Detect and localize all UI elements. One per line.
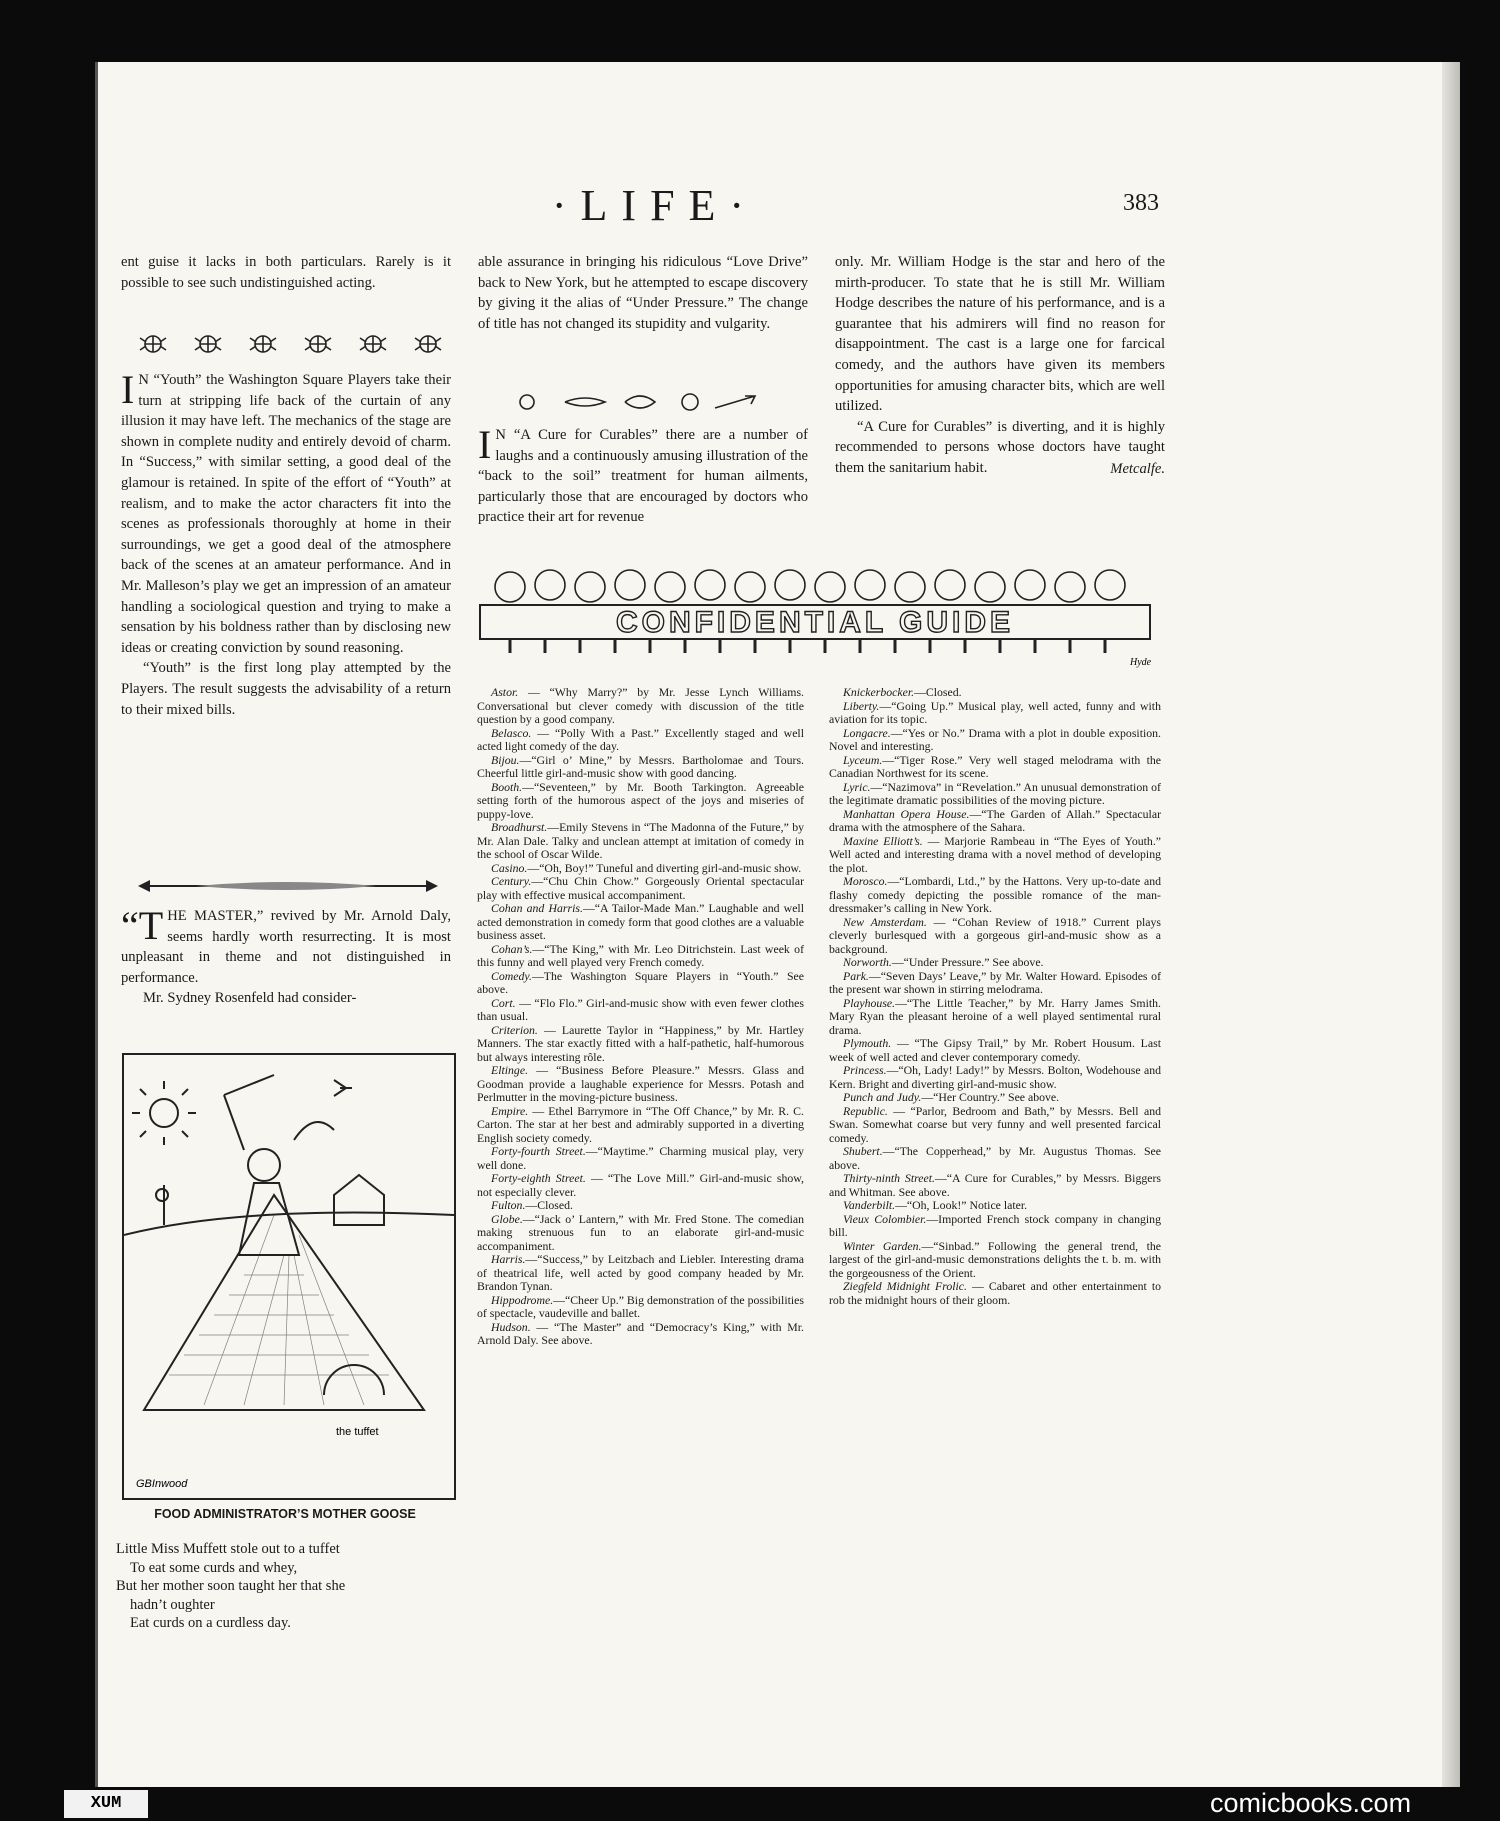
- guide-entry: [829, 1280, 1161, 1307]
- tuffet-label: the tuffet: [336, 1426, 379, 1438]
- guide-entry: [829, 754, 1161, 781]
- flower-icon: [415, 336, 441, 352]
- paragraph: “A Cure for Curables” is diverting, and it is highly recommended to persons whose doctors have taught them the sanitarium habit.: [835, 418, 1165, 476]
- guide-entry: [829, 686, 1161, 700]
- entry-description: —“Oh, Lady! Lady!” by Messrs. Bolton, Wodehouse and Kern. Bright and diverting girl-and-music show.: [829, 1063, 1161, 1091]
- theatre-name: Globe.: [491, 1211, 523, 1226]
- entry-description: — “Parlor, Bedroom and Bath,” by Messrs. Bell and Swan. Somewhat coarse but very funny and well presented farcical comedy.: [829, 1103, 1161, 1145]
- entry-description: —“Jack o’ Lantern,” with Mr. Fred Stone. The comedian making strenuous fun to an elaborate girl-and-music accompaniment.: [477, 1211, 804, 1253]
- page-number: 383: [1123, 190, 1159, 216]
- theatre-name: Harris.: [491, 1252, 526, 1266]
- theatre-name: Empire.: [491, 1103, 529, 1118]
- guide-entry: [477, 1105, 804, 1146]
- entry-description: —“Chu Chin Chow.” Gorgeously Oriental spectacular play with effective musical accompaniment.: [477, 874, 804, 902]
- guide-entry: [829, 1213, 1161, 1240]
- guide-entry: [477, 781, 804, 822]
- theatre-name: Maxine Elliott’s.: [843, 833, 923, 848]
- guide-entry: [477, 943, 804, 970]
- guide-entry: [829, 700, 1161, 727]
- column-3: [835, 252, 1165, 479]
- entry-description: —“Lombardi, Ltd.,” by the Hattons. Very up-to-date and flashy comedy depicting the possible romance of the man-dressmaker’s calling in New York.: [829, 874, 1161, 915]
- entry-description: —“Yes or No.” Drama with a plot in double exposition. Novel and interesting.: [829, 725, 1161, 753]
- carrot-icon: [715, 396, 755, 408]
- confidential-guide-banner: [470, 565, 1160, 675]
- cabbage-icon: [682, 394, 698, 410]
- flower-icon: [305, 336, 331, 352]
- guide-entry: [477, 1024, 804, 1065]
- theatre-name: Hudson.: [491, 1319, 531, 1334]
- guide-column-right: [829, 686, 1161, 1307]
- theatre-name: Lyceum.: [843, 752, 883, 767]
- tuffet-mound: [144, 1195, 424, 1410]
- guide-entry: [829, 1091, 1161, 1105]
- guide-entry: [477, 1213, 804, 1254]
- guide-entry: [829, 1240, 1161, 1281]
- paragraph: only. Mr. William Hodge is the star and hero of the mirth-producer. To state that he is still Mr. William Hodge describes the nature of his performance, and is a guarantee that his admirers will find no reason for disappointment. The cast is a large one for farcical comedy, and the authors have given its members opportunities for amusing character bits, which are well utilized.: [835, 254, 1165, 415]
- theatre-name: Knickerbocker.: [843, 685, 915, 699]
- theatre-name: Ziegfeld Midnight Frolic.: [843, 1279, 967, 1293]
- guide-entry: [477, 1064, 804, 1105]
- guide-entry: [477, 754, 804, 781]
- flower-icon: [360, 336, 386, 352]
- banner-art: [470, 565, 1160, 675]
- theatre-name: Republic.: [843, 1103, 888, 1118]
- entry-description: — “Polly With a Past.” Excellently staged and well acted light comedy of the day.: [477, 725, 804, 753]
- theatre-name: Thirty-ninth Street.: [843, 1171, 935, 1185]
- theatre-name: Shubert.: [843, 1144, 883, 1158]
- guide-entry: [477, 1253, 804, 1294]
- sun-icon: [150, 1099, 178, 1127]
- archive-tag: XUM: [64, 1790, 148, 1818]
- banner-artist: Hyde: [1130, 657, 1152, 668]
- theatre-name: Forty-fourth Street.: [491, 1144, 586, 1158]
- page-right-edge: [1442, 62, 1460, 1787]
- guide-entry: [829, 875, 1161, 916]
- banner-title: CONFIDENTIAL GUIDE: [615, 606, 1015, 639]
- theatre-name: Norworth.: [843, 955, 892, 969]
- carrot-icon: [565, 398, 605, 406]
- entry-description: —“Cheer Up.” Big demonstration of the possibilities of spectacle, vaudeville and ballet.: [477, 1292, 804, 1320]
- entry-description: —“The Little Teacher,” by Mr. Harry James Smith. Mary Ryan the pleasant heroine of a well played sentimental rural drama.: [829, 995, 1161, 1037]
- guide-entry: [829, 916, 1161, 957]
- entry-description: —Emily Stevens in “The Madonna of the Future,” by Mr. Alan Dale. Talky and unclean attempt at imitation of comedy in the school of Oscar Wilde.: [477, 820, 804, 861]
- entry-description: — “The Gipsy Trail,” by Mr. Robert Housum. Last week of well acted and clever contemporary comedy.: [829, 1036, 1161, 1064]
- entry-description: — “Business Before Pleasure.” Messrs. Glass and Goodman provide a laughable experience for Messrs. Potash and Perlmutter in the moving-picture business.: [477, 1063, 804, 1104]
- theatre-name: Plymouth.: [843, 1036, 892, 1050]
- entry-description: —“Seven Days’ Leave,” by Mr. Walter Howard. Episodes of the present war shown in stirring melodrama.: [829, 968, 1161, 996]
- guide-entry: [477, 821, 804, 862]
- guide-entry: [829, 781, 1161, 808]
- watermark: comicbooks.com: [1210, 1788, 1412, 1818]
- entry-description: —“Nazimova” in “Revelation.” An unusual demonstration of the legitimate dramatic possibilities of the moving picture.: [829, 779, 1161, 807]
- guide-entry: [829, 1199, 1161, 1213]
- quill-divider: [136, 878, 440, 894]
- theatre-name: Park.: [843, 968, 869, 983]
- theatre-name: Cohan and Harris.: [491, 901, 583, 915]
- entry-description: — “Why Marry?” by Mr. Jesse Lynch Williams. Conversational but clever comedy with discussion of the title question by a good company.: [477, 685, 804, 726]
- theatre-name: Winter Garden.: [843, 1238, 922, 1253]
- paragraph: able assurance in bringing his ridiculous “Love Drive” back to New York, but he attempted to escape discovery by giving it the alias of “Under Pressure.” The change of title has not changed its stupidity and vulgarity.: [478, 254, 808, 332]
- guide-entry: [477, 1321, 804, 1348]
- guide-column-left: [477, 686, 804, 1348]
- flower-icon: [140, 336, 166, 352]
- entry-description: —“The Copperhead,” by Mr. Augustus Thomas. See above.: [829, 1144, 1161, 1172]
- guide-entry: [829, 970, 1161, 997]
- entry-description: —“Under Pressure.” See above.: [891, 955, 1044, 969]
- caption-title: FOOD ADMINISTRATOR’S MOTHER GOOSE: [154, 1507, 416, 1521]
- guide-entry: [829, 956, 1161, 970]
- theatre-name: Booth.: [491, 779, 523, 794]
- paragraph: “Youth” is the first long play attempted by the Players. The result suggests the advisability of a return to their mixed bills.: [121, 660, 451, 718]
- entry-description: —“Maytime.” Charming musical play, very well done.: [477, 1144, 804, 1172]
- theatre-name: Century.: [491, 874, 532, 888]
- master-review: [121, 903, 451, 1009]
- artist-signature: GBInwood: [136, 1478, 188, 1490]
- fly-icon: [334, 1080, 352, 1096]
- guide-entry: [477, 1199, 804, 1213]
- theatre-name: Cort.: [491, 995, 516, 1010]
- column-2: [478, 252, 808, 334]
- entry-description: — Ethel Barrymore in “The Off Chance,” by Mr. R. C. Carton. The star at her best and admirably supported in a diverting English society comedy.: [477, 1103, 804, 1145]
- entry-description: —“Girl o’ Mine,” by Messrs. Bartholomae and Tours. Cheerful little girl-and-music show with good dancing.: [477, 752, 804, 780]
- theatre-name: New Amsterdam.: [843, 914, 927, 929]
- theatre-name: Forty-eighth Street.: [491, 1171, 586, 1185]
- onion-icon: [520, 395, 534, 409]
- entry-description: — “Cohan Review of 1918.” Current plays cleverly burlesqued with a gorgeous girl-and-music show as a background.: [829, 914, 1161, 956]
- entry-description: —“The King,” with Mr. Leo Ditrichstein. Last week of this funny and well played very French comedy.: [477, 941, 804, 969]
- entry-description: —The Washington Square Players in “Youth.” See above.: [477, 968, 804, 996]
- theatre-name: Eltinge.: [491, 1063, 529, 1077]
- drop-cap: I: [478, 422, 492, 467]
- house-icon: [334, 1175, 384, 1225]
- guide-entry: [829, 1037, 1161, 1064]
- masthead: ·LIFE·: [551, 181, 759, 230]
- entry-description: —“Tiger Rose.” Very well staged melodrama with the Canadian Northwest for its scene.: [829, 752, 1161, 780]
- drop-cap: “T: [121, 903, 164, 948]
- cartoon-drawing: [124, 1055, 454, 1498]
- theatre-name: Casino.: [491, 860, 528, 875]
- drop-cap: I: [121, 367, 135, 412]
- theatre-name: Belasco.: [491, 725, 532, 740]
- entry-description: — Laurette Taylor in “Happiness,” by Mr. Hartley Manners. The star exactly fitted with a half-pathetic, half-humorous but always interesting rôle.: [477, 1022, 804, 1064]
- theatre-name: Fulton.: [491, 1198, 526, 1212]
- entry-description: —“Success,” by Leitzbach and Liebler. Interesting drama of theatrical life, well acted by good company headed by Mr. Brandon Tynan.: [477, 1252, 804, 1293]
- theatre-name: Liberty.: [843, 698, 880, 713]
- entry-description: — “The Love Mill.” Girl-and-music show, not especially clever.: [477, 1171, 804, 1199]
- guide-entry: [477, 1172, 804, 1199]
- guide-entry: [477, 875, 804, 902]
- guide-entry: [477, 862, 804, 876]
- theatre-name: Longacre.: [843, 725, 891, 740]
- guide-entry: [829, 1145, 1161, 1172]
- guide-entry: [829, 835, 1161, 876]
- entry-description: —Imported French stock company in changing bill.: [829, 1211, 1161, 1239]
- poem-line: hadn’t oughter: [130, 1596, 215, 1613]
- entry-description: —Closed.: [914, 685, 962, 699]
- paragraph: ent guise it lacks in both particulars. Rarely is it possible to see such undistinguished acting.: [121, 254, 451, 291]
- entry-description: —“A Tailor-Made Man.” Laughable and well acted demonstration in comedy form that good clothes are a valuable business asset.: [477, 901, 804, 942]
- vegetable-ornament-row: [515, 390, 775, 414]
- entry-description: — “The Master” and “Democracy’s King,” with Mr. Arnold Daly. See above.: [477, 1319, 804, 1347]
- entry-description: — Cabaret and other entertainment to rob the midnight hours of their gloom.: [829, 1279, 1162, 1307]
- theatre-name: Vanderbilt.: [843, 1198, 896, 1212]
- guide-entry: [829, 1172, 1161, 1199]
- poem-line: To eat some curds and whey,: [130, 1559, 298, 1576]
- theatre-name: Cohan’s.: [491, 941, 533, 956]
- theatre-name: Comedy.: [491, 968, 532, 983]
- entry-description: —“Oh, Boy!” Tuneful and diverting girl-and-music show.: [527, 860, 802, 875]
- entry-description: —“The Garden of Allah.” Spectacular drama with the atmosphere of the Sahara.: [829, 806, 1161, 834]
- flower-icon: [250, 336, 276, 352]
- theatre-name: Criterion.: [491, 1022, 538, 1037]
- guide-entry: [477, 1294, 804, 1321]
- theatre-name: Punch and Judy.: [843, 1090, 922, 1104]
- theatre-name: Princess.: [843, 1063, 887, 1077]
- entry-description: —Closed.: [525, 1198, 573, 1212]
- theatre-name: Lyric.: [843, 779, 871, 794]
- paragraph: HE MASTER,” revived by Mr. Arnold Daly, seems hardly worth resurrecting. It is most unpleasant in theme and not distinguished in performance.: [121, 908, 451, 986]
- entry-description: —“Her Country.” See above.: [921, 1090, 1060, 1104]
- theatre-name: Hippodrome.: [491, 1292, 554, 1307]
- paragraph: Mr. Sydney Rosenfeld had consider-: [143, 990, 357, 1007]
- raised-spoon: [224, 1075, 274, 1150]
- guide-entry: [477, 727, 804, 754]
- paragraph: N “A Cure for Curables” there are a number of laughs and a continuously amusing illustration of the “back to the soil” treatment for human ailments, particularly those that are encouraged by doctors who practice their art for revenue: [478, 427, 808, 526]
- poem-line: Eat curds on a curdless day.: [130, 1615, 291, 1631]
- entry-description: —“Sinbad.” Following the general trend, the largest of the girl-and-music demonstrations delights the t. b. m. with the gorgeousness of the Orient.: [829, 1238, 1162, 1280]
- theatre-name: Astor.: [491, 685, 519, 699]
- entry-description: — “Flo Flo.” Girl-and-music show with even fewer clothes than usual.: [477, 995, 804, 1023]
- guide-entry: [829, 727, 1161, 754]
- pea-pod-icon: [625, 396, 655, 408]
- paragraph: N “Youth” the Washington Square Players take their turn at stripping life back of the curtain of any illusion it may have left. The mechanics of the stage are shown in complete nudity and entirely devoid of charm. In “Success,” with similar setting, a good deal of the glamour is retained. In spite of the effort of “Youth” at realism, and to make the actor characters fit into the scenes as professionals thoroughly at home in their surroundings, we get a good deal of the atmosphere back of the scenes at an amateur performance. And in Mr. Malleson’s play we get an impression of an amateur handling a sociological question and trying to make a sensation by his boldness rather than by disclosing new ideas or creating conviction by sound reasoning.: [121, 372, 451, 656]
- theatre-name: Playhouse.: [843, 995, 896, 1010]
- theatre-name: Morosco.: [843, 874, 888, 888]
- entry-description: —“Oh, Look!” Notice later.: [895, 1198, 1028, 1212]
- mother-goose-illustration: [122, 1053, 456, 1500]
- flower-ornament-row: [128, 330, 448, 360]
- flower-icon: [195, 336, 221, 352]
- theatre-name: Manhattan Opera House.: [843, 806, 970, 821]
- entry-description: —“Seventeen,” by Mr. Booth Tarkington. Agreeable setting forth of the humorous aspect of the joys and miseries of puppy-love.: [477, 779, 804, 821]
- guide-entry: [829, 1105, 1161, 1146]
- guide-entry: [477, 997, 804, 1024]
- entry-description: — Marjorie Rambeau in “The Eyes of Youth.” Well acted and interesting drama with a novel method of developing the plot.: [829, 833, 1161, 875]
- girl-head: [248, 1149, 280, 1181]
- guide-entry: [477, 970, 804, 997]
- guide-entry: [477, 1145, 804, 1172]
- entry-description: —“A Cure for Curables,” by Messrs. Biggers and Whitman. See above.: [829, 1171, 1162, 1199]
- youth-review: [121, 367, 451, 720]
- theatre-name: Broadhurst.: [491, 820, 548, 834]
- page-binding-edge: [95, 62, 98, 1787]
- guide-entry: [477, 686, 804, 727]
- guide-entry: [829, 1064, 1161, 1091]
- author-signature: Metcalfe.: [1110, 460, 1165, 477]
- column-1: [121, 252, 451, 293]
- guide-entry: [829, 997, 1161, 1038]
- guide-entry: [477, 902, 804, 943]
- poem-line: Little Miss Muffett stole out to a tuffet: [116, 1541, 340, 1557]
- poem: [116, 1540, 456, 1633]
- guide-entry: [829, 808, 1161, 835]
- poem-line: But her mother soon taught her that she: [116, 1578, 346, 1594]
- theatre-name: Bijou.: [491, 752, 520, 767]
- cure-review: [478, 422, 808, 528]
- entry-description: —“Going Up.” Musical play, well acted, funny and with aviation for its topic.: [829, 698, 1161, 726]
- theatre-name: Vieux Colombier.: [843, 1211, 927, 1226]
